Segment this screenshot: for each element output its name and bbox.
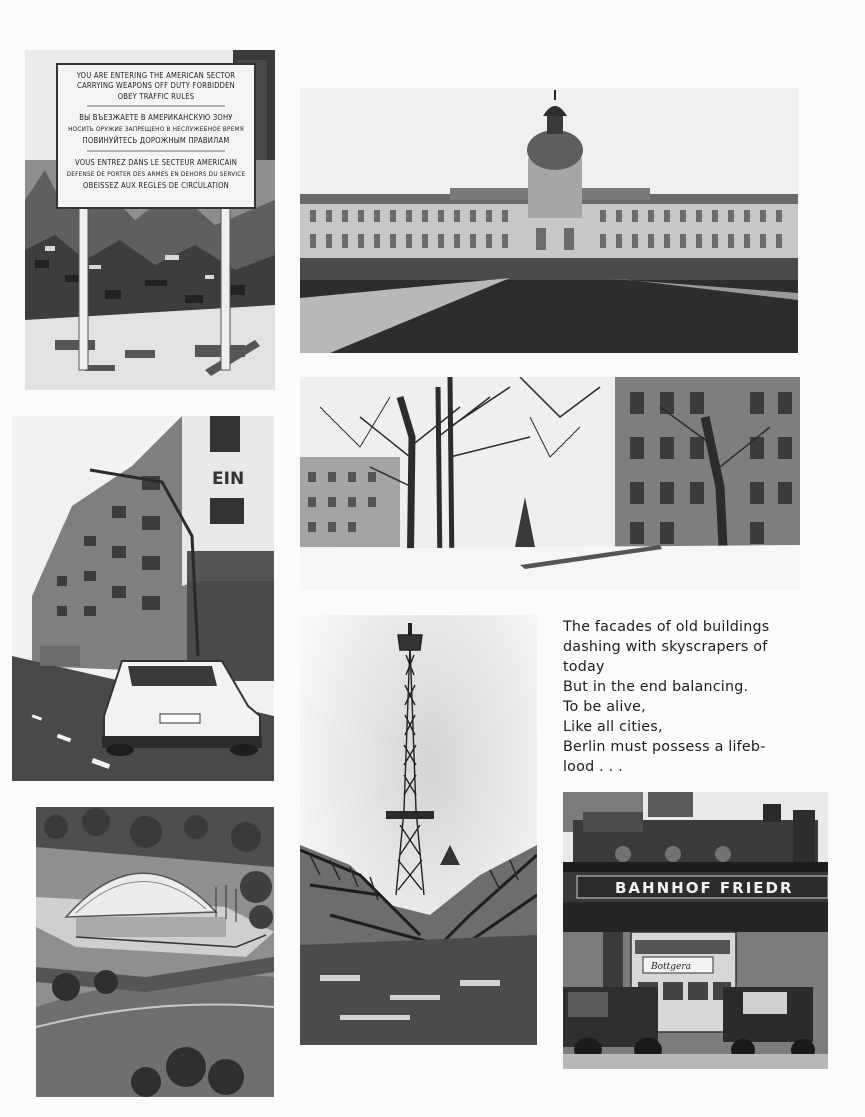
photo-palace (300, 88, 798, 353)
sign-ru-line-1: ВЫ ВЪЕЗЖАЕТЕ В АМЕРИКАНСКУЮ ЗОНУ (79, 113, 233, 122)
bus-advertisement: Bottgera (651, 962, 692, 972)
eb-sign: EB (214, 505, 235, 521)
sign-ru-line-3: ПОВИНУЙТЕСЬ ДОРОЖНЫМ ПРАВИЛАМ (82, 136, 230, 145)
ein-sign: EIN (212, 469, 245, 489)
photo-radio-tower (300, 615, 537, 1045)
photo-american-sector-sign (25, 50, 275, 390)
sign-fr-line-2: DEFENSE DE PORTER DES ARMES EN DEHORS DU SERVICE (66, 170, 246, 178)
sign-en-line-1: YOU ARE ENTERING THE AMERICAN SECTOR (76, 71, 236, 80)
photo-congress-hall-aerial (36, 807, 274, 1097)
caption-line: dashing with skyscrapers of (563, 639, 768, 655)
sign-en-line-3: OBEY TRAFFIC RULES (117, 92, 195, 101)
caption-line: To be alive, (563, 699, 646, 715)
photo-street-car (12, 416, 274, 781)
caption-line: The facades of old buildings (563, 619, 770, 635)
sign-en-line-2: CARRYING WEAPONS OFF DUTY FORBIDDEN (77, 81, 235, 90)
sign-fr-line-1: VOUS ENTREZ DANS LE SECTEUR AMERICAIN (74, 158, 238, 167)
caption-line: Like all cities, (563, 719, 663, 735)
caption-line: But in the end balancing. (563, 679, 749, 695)
photo-snowy-courtyard (300, 377, 800, 590)
sign-ru-line-2: НОСИТЬ ОРУЖИЕ ЗАПРЕЩЕНО В НЕСЛУЖЕБНОЕ ВРЕМЯ (68, 125, 244, 133)
caption-line: today (563, 659, 605, 675)
station-sign: BAHNHOF FRIEDR (615, 879, 794, 897)
photo-railway-station (563, 792, 828, 1069)
caption-line: lood . . . (563, 759, 623, 775)
caption-line: Berlin must possess a lifeb- (563, 739, 766, 755)
caption-poem (563, 617, 813, 777)
sign-fr-line-3: OBEISSEZ AUX REGLES DE CIRCULATION (83, 181, 229, 190)
parking-sign-p: P (214, 418, 236, 453)
